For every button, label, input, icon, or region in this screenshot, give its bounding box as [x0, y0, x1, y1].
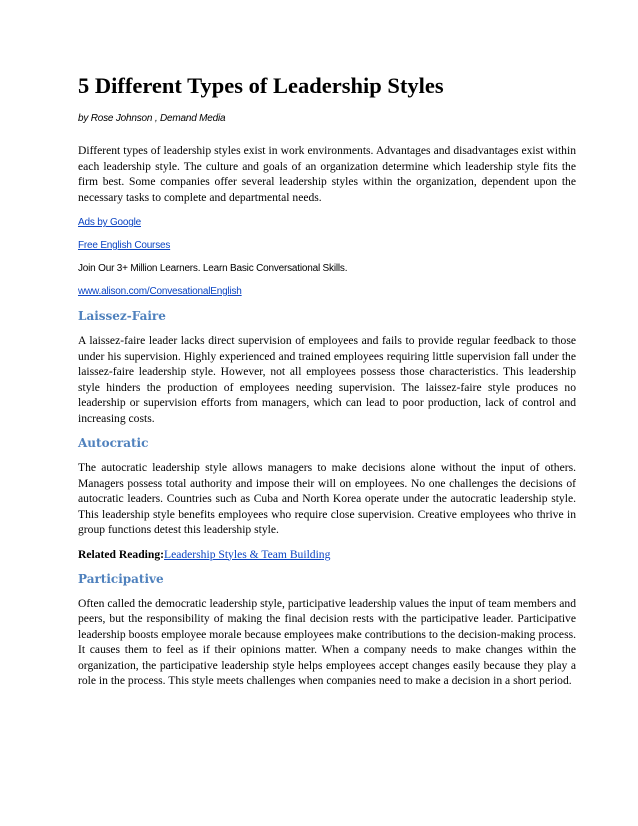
course-url-link[interactable] [78, 285, 576, 298]
intro-paragraph: Different types of leadership styles exist in work environments. Advantages and disadvantages exist within each leadership style. The culture and goals of an organization determine which leadership style fits the firm best. Some companies offer several leadership styles within the organization, dependent upon the necessary tasks to complete and departmental needs. [78, 144, 576, 204]
course-link-text[interactable]: Free English Courses [78, 240, 171, 251]
related-reading-label: Related Reading: [78, 547, 164, 561]
ads-by-google-link[interactable] [78, 216, 576, 229]
section-heading-autocratic: Autocratic [78, 436, 149, 450]
section-body-autocratic: The autocratic leadership style allows managers to make decisions alone without the input of others. Managers possess total authority and impose their will on employees. No one challenges the decisions of autocratic leaders. Countries such as Cuba and North Korea operate under the autocratic leadership style. This leadership style benefits employees who require close supervision. Creative employees who thrive in group functions detest this leadership style. [78, 461, 576, 536]
related-reading [78, 547, 576, 562]
section-body-laissez-faire: A laissez-faire leader lacks direct supervision of employees and fails to provide regular feedback to those under his supervision. Highly experienced and trained employees requiring little supervision fall under the laissez-faire leadership style. However, not all employees possess those characteristics. This leadership style hinders the production of employees needing supervision. The laissez-faire style produces no leadership or supervision efforts from managers, which can lead to poor production, lack of control and increasing costs. [78, 334, 576, 425]
article-byline: by Rose Johnson , Demand Media [78, 113, 226, 124]
course-description: Join Our 3+ Million Learners. Learn Basic Conversational Skills. [78, 263, 348, 274]
course-url-text[interactable]: www.alison.com/ConvesationalEnglish [78, 286, 242, 297]
article-title: 5 Different Types of Leadership Styles [78, 73, 444, 98]
ads-by-google-text[interactable]: Ads by Google [78, 217, 141, 228]
section-body-participative: Often called the democratic leadership style, participative leadership values the input of team members and peers, but the responsibility of making the final decision rests with the participative leader. Participative leadership boosts employee morale because employees make contributions to the decision-making process. It causes them to feel as if their opinions matter. When a company needs to make changes within the organization, the participative leadership style helps employees accept changes easily because they play a role in the process. This style meets challenges when companies need to make a decision in a short period. [78, 596, 576, 687]
course-link[interactable] [78, 239, 576, 252]
related-reading-link[interactable]: Leadership Styles & Team Building [163, 547, 331, 561]
section-heading-laissez-faire: Laissez-Faire [78, 309, 166, 323]
section-heading-participative: Participative [78, 571, 164, 586]
